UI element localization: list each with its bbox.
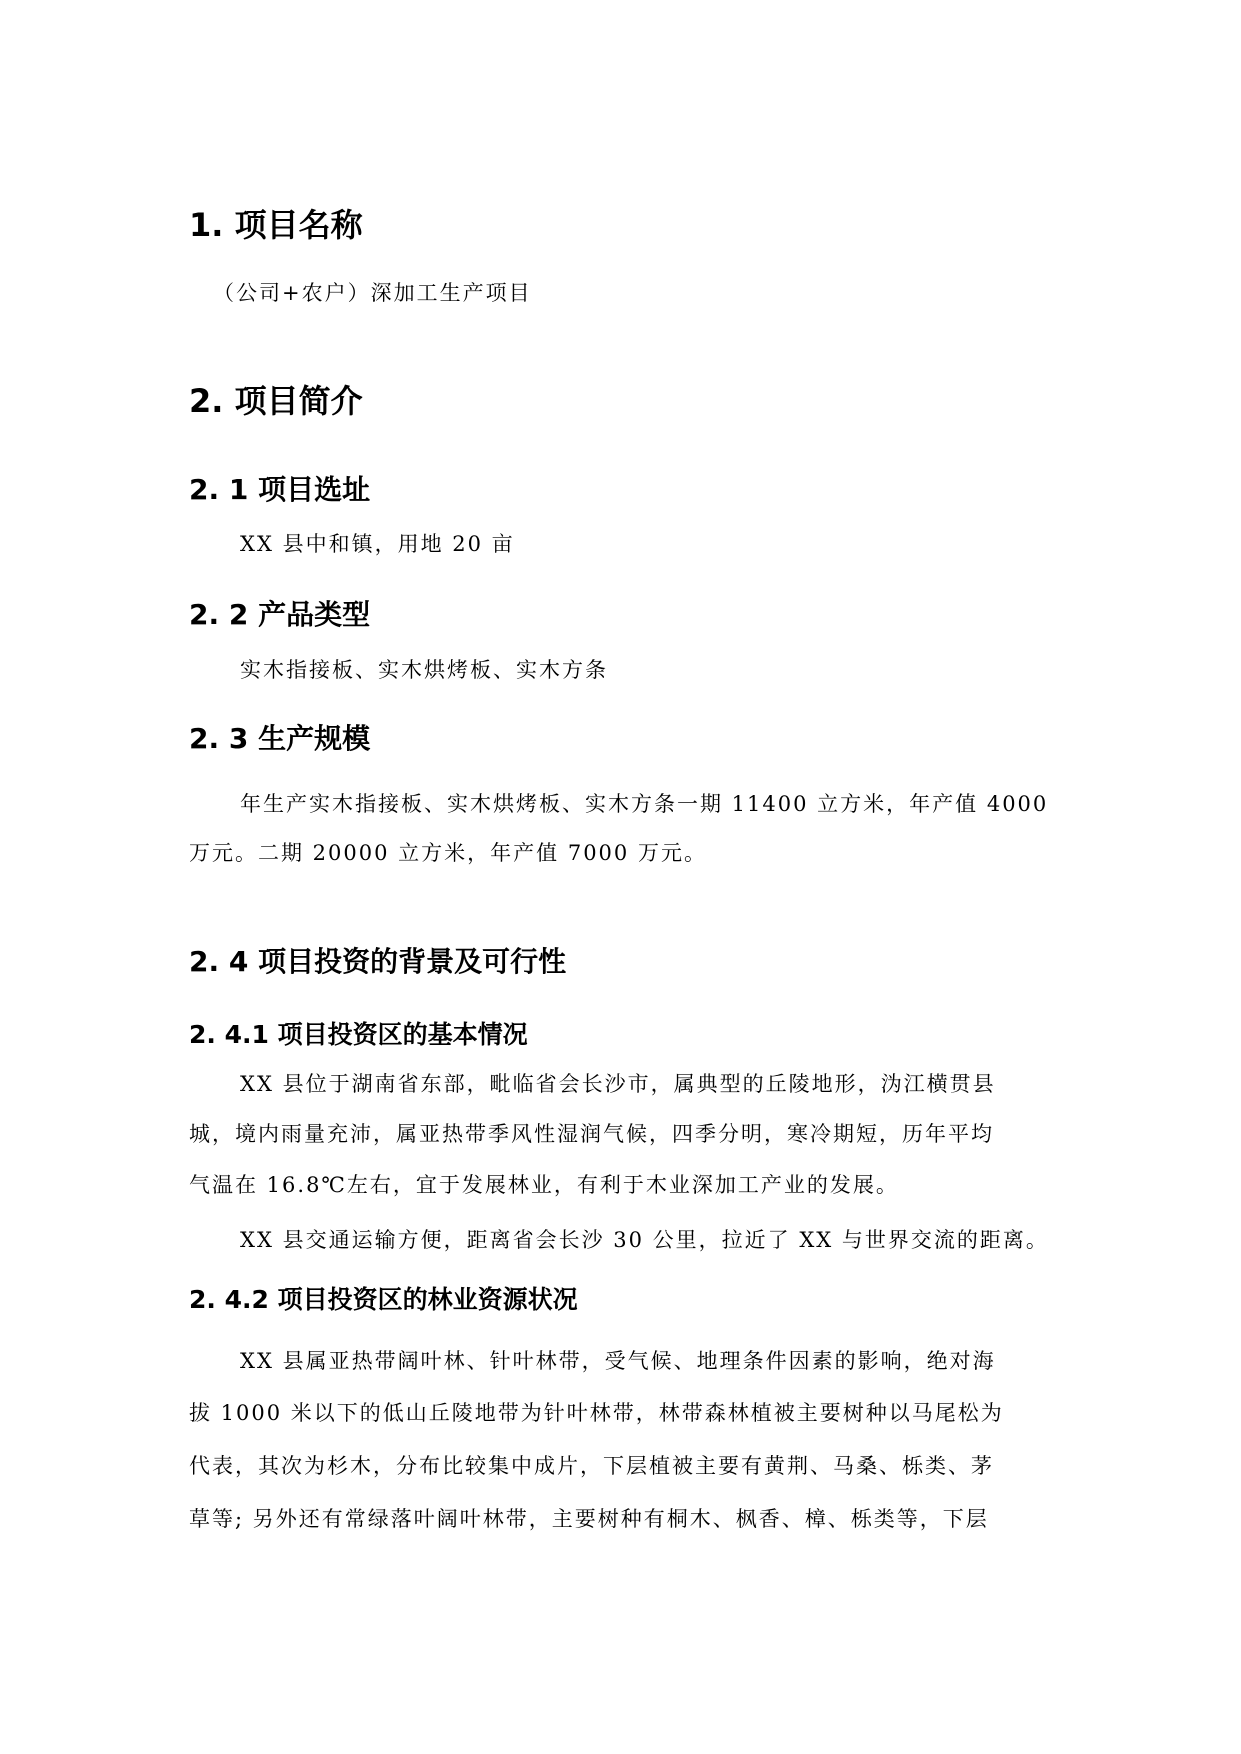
section-1-heading: 1. 项目名称 <box>189 206 363 244</box>
project-name-text: （公司+农户）深加工生产项目 <box>213 281 532 305</box>
basic-info-line-2: 城，境内雨量充沛，属亚热带季风性湿润气候，四季分明，寒冷期短，历年平均 <box>189 1122 994 1146</box>
section-2-2-heading: 2. 2 产品类型 <box>189 598 371 631</box>
transport-text: XX 县交通运输方便，距离省会长沙 30 公里，拉近了 XX 与世界交流的距离。 <box>240 1228 1049 1252</box>
forest-line-3: 代表，其次为杉木，分布比较集中成片，下层植被主要有黄荆、马桑、栎类、茅 <box>189 1454 994 1478</box>
section-2-1-heading: 2. 1 项目选址 <box>189 473 371 506</box>
section-2-3-heading: 2. 3 生产规模 <box>189 722 371 755</box>
forest-line-4: 草等; 另外还有常绿落叶阔叶林带，主要树种有桐木、枫香、樟、栎类等，下层 <box>189 1507 989 1531</box>
scale-line-2: 万元。二期 20000 立方米，年产值 7000 万元。 <box>189 841 707 865</box>
project-site-text: XX 县中和镇，用地 20 亩 <box>240 532 515 556</box>
product-type-text: 实木指接板、实木烘烤板、实木方条 <box>240 658 608 682</box>
basic-info-line-1: XX 县位于湖南省东部，毗临省会长沙市，属典型的丘陵地形，沩江横贯县 <box>240 1072 996 1096</box>
section-2-4-1-heading: 2. 4.1 项目投资区的基本情况 <box>189 1020 528 1049</box>
basic-info-line-3: 气温在 16.8℃左右，宜于发展林业，有利于木业深加工产业的发展。 <box>189 1173 899 1197</box>
scale-line-1: 年生产实木指接板、实木烘烤板、实木方条一期 11400 立方米，年产值 4000 <box>240 792 1049 816</box>
section-2-4-heading: 2. 4 项目投资的背景及可行性 <box>189 945 567 978</box>
section-2-heading: 2. 项目简介 <box>189 382 363 420</box>
section-2-4-2-heading: 2. 4.2 项目投资区的林业资源状况 <box>189 1285 578 1314</box>
forest-line-1: XX 县属亚热带阔叶林、针叶林带，受气候、地理条件因素的影响，绝对海 <box>240 1349 996 1373</box>
forest-line-2: 拔 1000 米以下的低山丘陵地带为针叶林带，林带森林植被主要树种以马尾松为 <box>189 1401 1004 1425</box>
